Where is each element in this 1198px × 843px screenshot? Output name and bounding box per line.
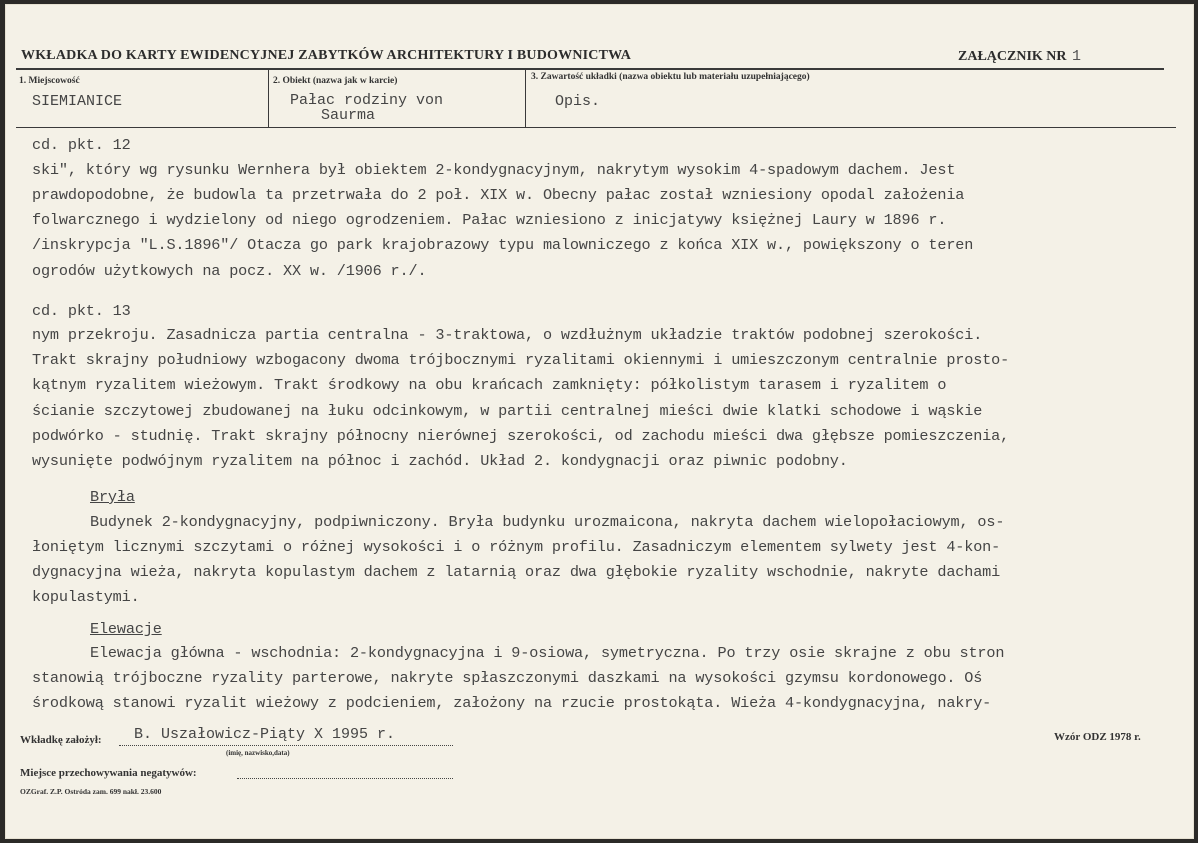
header-top-rule: [16, 68, 1164, 70]
body-line: /inskrypcja "L.S.1896"/ Otacza go park krajobrazowy typu malowniczego z końca XIX w., powiększony o teren: [32, 236, 974, 254]
storage-label: Miejsce przechowywania negatywów:: [20, 767, 197, 779]
header-divider-2: [525, 70, 526, 128]
body-line: ogrodów użytkowych na pocz. XX w. /1906 r./.: [32, 262, 427, 280]
annex-label: [958, 48, 1081, 65]
subheading-bryla: Bryła: [90, 488, 135, 506]
locality-label: 1. Miejscowość: [19, 76, 80, 86]
body-line: dygnacyjna wieża, nakryta kopulastym dachem z latarnią oraz dwa głębokie ryzality wschodnie, nakryte dachami: [32, 563, 1001, 581]
section-heading-pkt12: cd. pkt. 12: [32, 136, 131, 154]
body-line: nym przekroju. Zasadnicza partia centralna - 3-traktowa, o wzdłużnym układzie traktów podobnej szerokości.: [32, 326, 983, 344]
author-dotted-line: [119, 745, 453, 746]
storage-dotted-line: [237, 778, 453, 779]
header-bottom-rule: [16, 127, 1176, 128]
author-value: B. Uszałowicz-Piąty X 1995 r.: [134, 726, 396, 743]
body-line: środkową stanowi ryzalit wieżowy z podcieniem, założony na rzucie prostokąta. Wieża 4-kondygnacyjna, nakry-: [32, 694, 992, 712]
body-line: łoniętym licznymi szczytami o różnej wysokości i o różnym profilu. Zasadniczym elementem sylwety jest 4-kon-: [32, 538, 1001, 556]
locality-value: SIEMIANICE: [32, 93, 123, 110]
annex-label-text: ZAŁĄCZNIK NR: [958, 49, 1067, 64]
header-divider-1: [268, 70, 269, 128]
object-value-line2: Saurma: [321, 107, 376, 124]
form-version-label: Wzór ODZ 1978 r.: [1054, 731, 1141, 743]
subheading-elewacje: Elewacje: [90, 620, 162, 638]
content-value: Opis.: [555, 93, 601, 110]
body-line: Trakt skrajny południowy wzbogacony dwoma trójbocznymi ryzalitami okiennymi i umieszczonym centralnie prosto-: [32, 351, 1010, 369]
body-line: ścianie szczytowej zbudowanej na łuku odcinkowym, w partii centralnej mieści dwie klatki schodowe i wąskie: [32, 402, 983, 420]
section-heading-pkt13: cd. pkt. 13: [32, 302, 131, 320]
body-line: podwórko - studnię. Trakt skrajny północny nierównej szerokości, od zachodu mieści dwa głębsze pomieszczenia,: [32, 427, 1010, 445]
body-line: kopulastymi.: [32, 588, 140, 606]
body-line: prawdopodobne, że budowla ta przetrwała do 2 poł. XIX w. Obecny pałac został wzniesiony opodal założenia: [32, 186, 965, 204]
annex-number: 1: [1072, 48, 1082, 65]
body-line: folwarcznego i wydzielony od niego ogrodzeniem. Pałac wzniesiono z inicjatywy księżnej Laury w 1896 r.: [32, 211, 947, 229]
body-line: wysunięte podwójnym ryzalitem na północ i zachód. Układ 2. kondygnacji oraz piwnic podobny.: [32, 452, 848, 470]
body-line: Budynek 2-kondygnacyjny, podpiwniczony. Bryła budynku urozmaicona, nakryta dachem wielopołaciowym, os-: [90, 513, 1005, 531]
printer-imprint: OZGraf. Z.P. Ostróda zam. 699 nakł. 23.600: [20, 787, 162, 796]
body-line: ski", który wg rysunku Wernhera był obiektem 2-kondygnacyjnym, nakrytym wysokim 4-spadowym dachem. Jest: [32, 161, 956, 179]
object-label: 2. Obiekt (nazwa jak w karcie): [273, 76, 398, 86]
form-title: WKŁADKA DO KARTY EWIDENCYJNEJ ZABYTKÓW ARCHITEKTURY I BUDOWNICTWA: [21, 48, 632, 63]
author-label: Wkładkę założył:: [20, 734, 102, 746]
object-value-line1: Pałac rodziny von: [290, 92, 444, 109]
author-hint: (imię, nazwisko,data): [226, 749, 290, 757]
body-line: Elewacja główna - wschodnia: 2-kondygnacyjna i 9-osiowa, symetryczna. Po trzy osie skrajne z obu stron: [90, 644, 1005, 662]
record-card: [5, 4, 1194, 839]
content-label: 3. Zawartość układki (nazwa obiektu lub materiału uzupełniającego): [531, 72, 810, 82]
body-line: stanowią trójboczne ryzality parterowe, nakryte spłaszczonymi daszkami na wysokości gzymsu kordonowego. Oś: [32, 669, 983, 687]
body-line: kątnym ryzalitem wieżowym. Trakt środkowy na obu krańcach zamknięty: półkolistym tarasem i ryzalitem o: [32, 376, 947, 394]
